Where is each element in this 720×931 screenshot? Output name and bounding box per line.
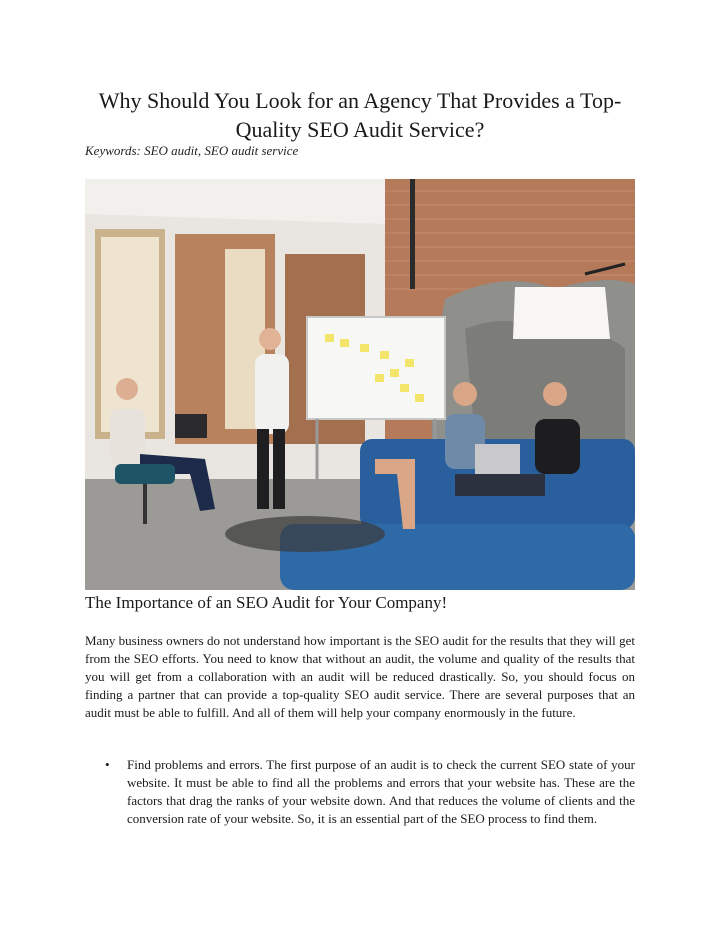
bullet-list <box>85 756 635 828</box>
body-paragraph: Many business owners do not understand how important is the SEO audit for the results that they will get from the SEO efforts. You need to know that without an audit, the volume and quality of the results that you will get from a collaboration with an audit will be reduced drastically. So, you should focus on finding a partner that can provide a top-quality SEO audit service. There are several purposes that an audit must be able to fulfill. And all of them will help your company enormously in the future. <box>85 633 635 720</box>
section-heading: The Importance of an SEO Audit for Your Company! <box>85 593 448 612</box>
office-meeting-photo <box>85 179 635 590</box>
list-item-text: Find problems and errors. The first purpose of an audit is to check the current SEO state of your website. It must be able to find all the problems and errors that your website has. These are the factors that drag the ranks of your website down. And that reduces the volume of clients and the conversion rate of your website. So, it is an essential part of the SEO process to find them. <box>127 757 635 826</box>
photo-illustration <box>85 179 635 590</box>
keywords-line: Keywords: SEO audit, SEO audit service <box>85 143 299 158</box>
document-title: Why Should You Look for an Agency That Provides a Top-Quality SEO Audit Service? <box>98 88 622 142</box>
bullet-icon: • <box>105 757 110 772</box>
list-item <box>85 756 635 828</box>
